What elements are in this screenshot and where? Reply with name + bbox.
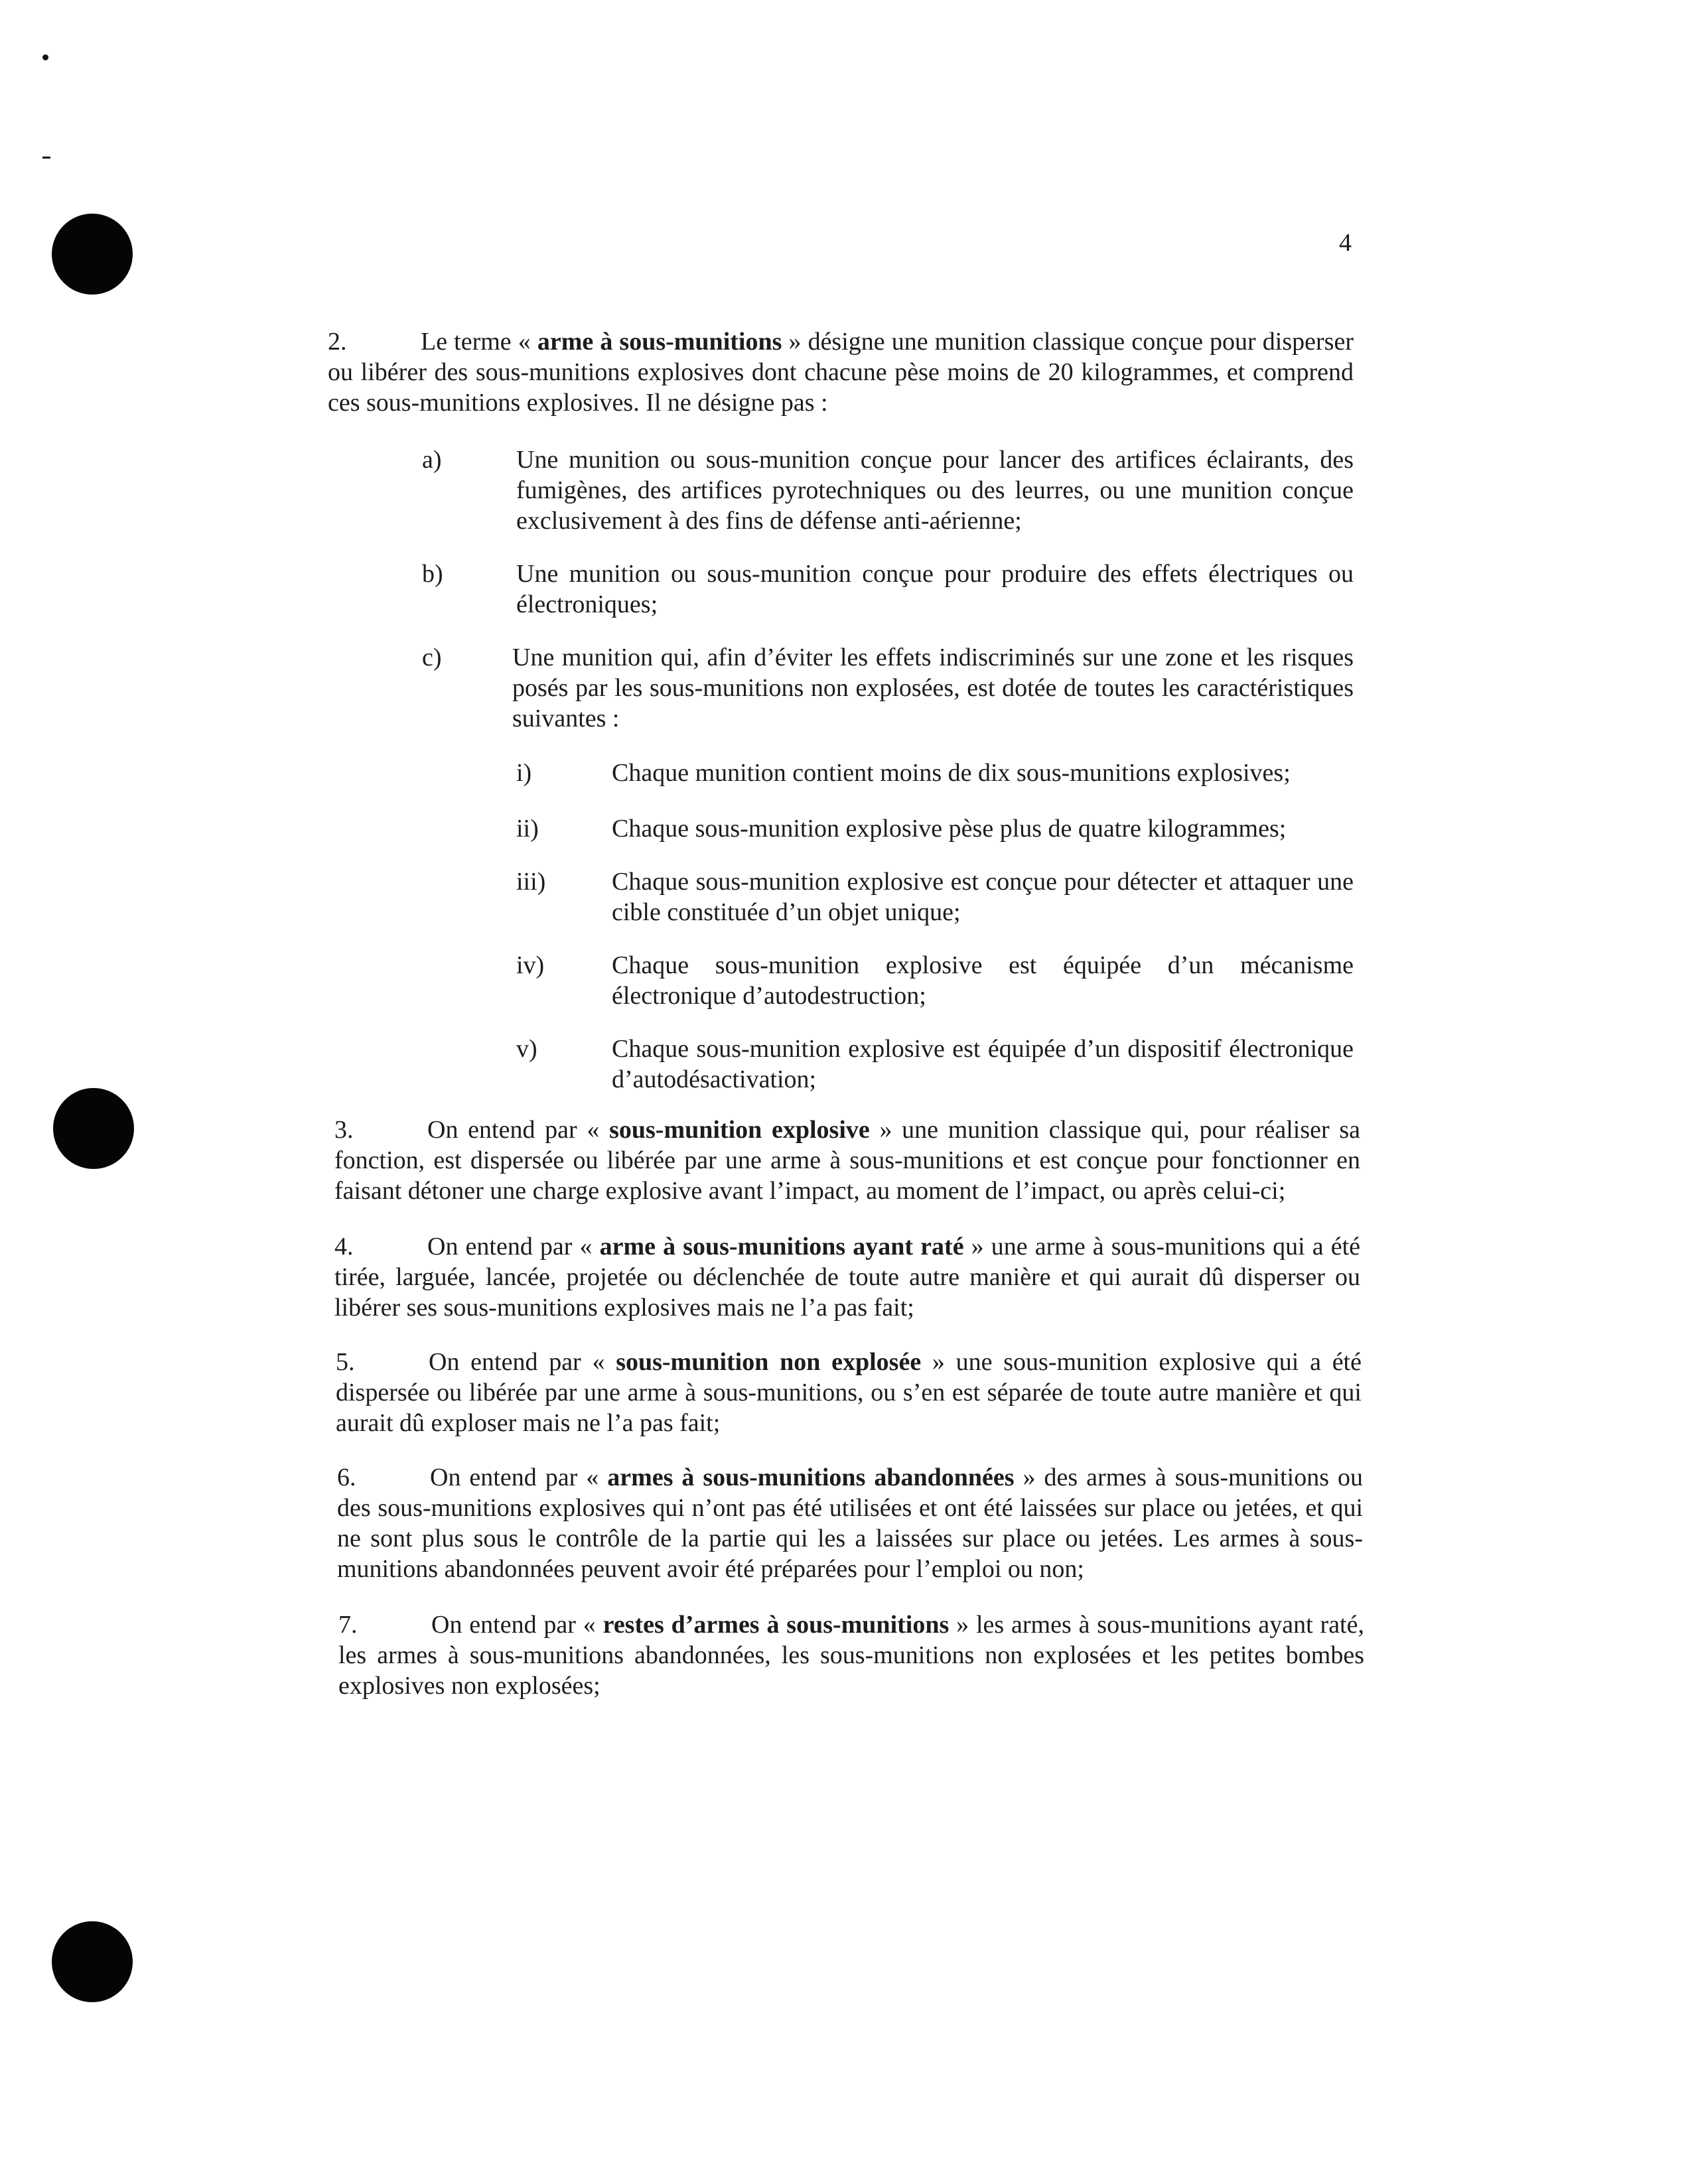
sub-item-text: Chaque sous-munition explosive est équipée d’un mécanisme électronique d’autodestruction; [612,951,1354,1010]
paragraph-number: 5. [336,1348,355,1376]
page-number: 4 [1339,229,1352,257]
scan-speck [42,157,50,159]
paragraph-text: On entend par « [430,1464,608,1491]
paragraph-5 [336,1347,1362,1438]
list-item-text: Une munition ou sous-munition conçue pour produire des effets électriques ou électroniques; [516,560,1354,618]
paragraph-text: » les armes à sous-munitions ayant raté, les armes à sous-munitions abandonnées, les sous-munitions non explosées et les petites bombes explosives non explosées; [338,1611,1364,1700]
paragraph-text: On entend par « [429,1348,616,1376]
paragraph-text: On entend par « [431,1611,603,1639]
paragraph-number: 7. [338,1611,358,1639]
paragraph-text: Le terme « [421,328,537,356]
punch-hole-top [52,214,133,295]
punch-hole-bottom [52,1921,133,2002]
paragraph-text: On entend par « [427,1116,610,1144]
paragraph-text: » une arme à sous-munitions qui a été tirée, larguée, lancée, projetée ou déclenchée de toute autre manière et qui aurait dû disperser ou libérer ses sous-munitions explosives mais ne l’a pas fait; [334,1233,1360,1322]
paragraph-number: 6. [337,1464,356,1491]
paragraph-text: » des armes à sous-munitions ou des sous-munitions explosives qui n’ont pas été utilisées et ont été laissées sur place ou jetées, et qui ne sont plus sous le contrôle de la partie qui les a laissées sur place ou jetées. Les armes à sous-munitions abandonnées peuvent avoir été préparées pour l’emploi ou non; [337,1464,1363,1583]
paragraph-text: » désigne une munition classique conçue pour disperser ou libérer des sous-munitions explosives dont chacune pèse moins de 20 kilogrammes, et comprend ces sous-munitions explosives. Il ne désigne pas : [328,328,1354,417]
defined-term: arme à sous-munitions [537,328,782,356]
list-item-label: a) [422,446,442,474]
paragraph-2 [328,326,1354,418]
paragraph-text: » une sous-munition explosive qui a été dispersée ou libérée par une arme à sous-munitions, ou s’en est séparée de toute autre manière et qui aurait dû exploser mais ne l’a pas fait; [336,1348,1362,1437]
sub-item-text: Chaque munition contient moins de dix sous-munitions explosives; [612,759,1291,787]
sub-item-label: iv) [516,951,545,979]
list-item-label: b) [422,560,443,588]
sub-item-text: Chaque sous-munition explosive est équipée d’un dispositif électronique d’autodésactivation; [612,1035,1354,1093]
list-item-text: Une munition ou sous-munition conçue pour lancer des artifices éclairants, des fumigènes, des artifices pyrotechniques ou des leurres, ou une munition conçue exclusivement à des fins de défense anti-aérienne; [516,446,1354,535]
sub-item-label: iii) [516,868,546,896]
defined-term: arme à sous-munitions ayant raté [599,1233,964,1261]
sub-item-text: Chaque sous-munition explosive est conçue pour détecter et attaquer une cible constituée d’un objet unique; [612,868,1354,926]
paragraph-4 [334,1231,1360,1323]
defined-term: armes à sous-munitions abandonnées [607,1464,1015,1491]
paragraph-text: » une munition classique qui, pour réaliser sa fonction, est dispersée ou libérée par une arme à sous-munitions et est conçue pour fonctionner en faisant détoner une charge explosive avant l’impact, au moment de l’impact, ou après celui-ci; [334,1116,1360,1205]
scan-speck [42,54,48,60]
paragraph-number: 4. [334,1233,354,1261]
paragraph-number: 2. [328,328,347,356]
list-item-label: c) [422,644,442,671]
paragraph-number: 3. [334,1116,354,1144]
paragraph-7 [338,1609,1364,1701]
paragraph-3 [334,1115,1360,1206]
defined-term: sous-munition non explosée [616,1348,922,1376]
sub-item-label: ii) [516,815,539,843]
defined-term: restes d’armes à sous-munitions [602,1611,950,1639]
list-item-text: Une munition qui, afin d’éviter les effets indiscriminés sur une zone et les risques posés par les sous-munitions non explosées, est dotée de toutes les caractéristiques suivantes : [512,644,1354,732]
paragraph-text: On entend par « [427,1233,600,1261]
sub-item-text: Chaque sous-munition explosive pèse plus de quatre kilogrammes; [612,815,1287,843]
sub-item-label: i) [516,759,532,787]
punch-hole-middle [53,1088,134,1169]
paragraph-6 [337,1462,1363,1584]
defined-term: sous-munition explosive [609,1116,870,1144]
sub-item-label: v) [516,1035,537,1063]
